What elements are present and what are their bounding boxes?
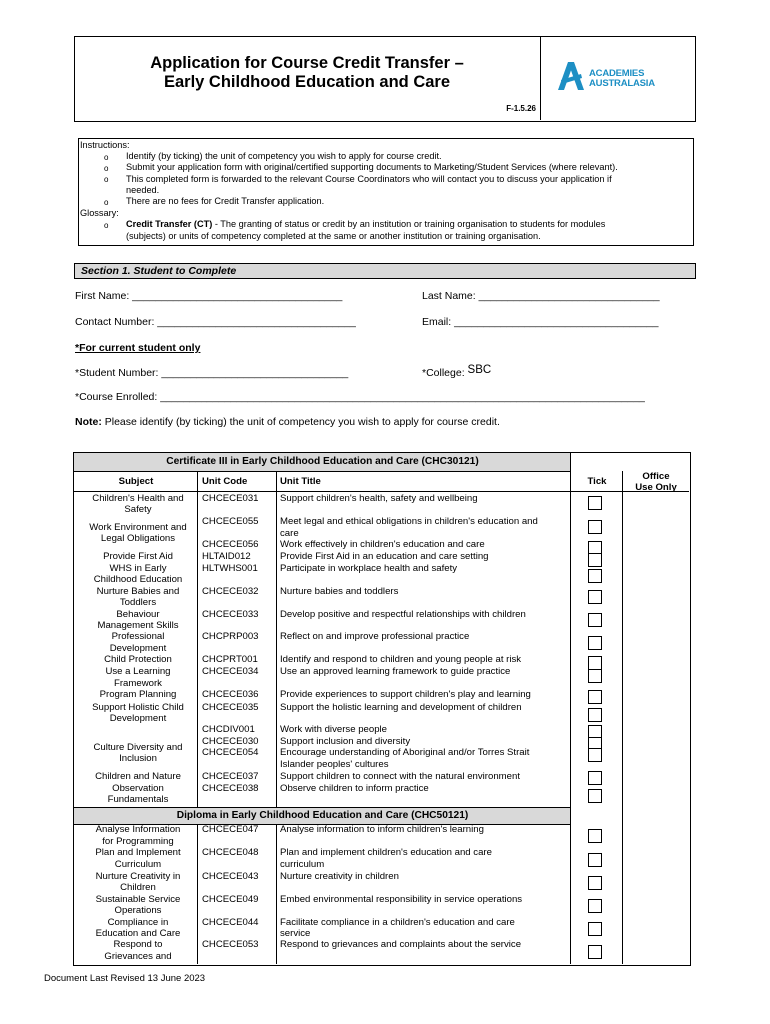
unit-title-cell: Embed environmental responsibility in service operations	[280, 894, 523, 905]
subject-cell: Framework	[114, 678, 162, 689]
bullet-icon: o	[104, 164, 109, 173]
header-divider	[540, 36, 541, 120]
unit-title-cell: Develop positive and respectful relationships with children	[280, 609, 526, 620]
unit-code-cell: CHCDIV001	[202, 724, 255, 735]
subject-cell: Operations	[114, 905, 162, 916]
tick-checkbox[interactable]	[588, 789, 602, 803]
unit-code-cell: CHCECE038	[202, 783, 259, 794]
logo-mark-icon	[556, 58, 586, 92]
logo-text: ACADEMIES AUSTRALASIA	[589, 68, 655, 89]
unit-code-cell: CHCECE049	[202, 894, 259, 905]
instruction-item: This completed form is forwarded to the relevant Course Coordinators who will contact you to discuss your application if	[126, 174, 612, 184]
subject-cell: Curriculum	[114, 859, 162, 870]
tick-checkbox[interactable]	[588, 636, 602, 650]
tick-checkbox[interactable]	[588, 922, 602, 936]
subject-cell: Fundamentals	[107, 794, 169, 805]
unit-code-cell: CHCECE032	[202, 586, 259, 597]
subject-cell: Development	[109, 713, 167, 724]
unit-title-cell: curriculum	[280, 859, 325, 870]
glossary-heading: Glossary:	[80, 208, 119, 218]
unit-code-cell: CHCECE056	[202, 539, 259, 550]
subject-cell: Development	[109, 643, 167, 654]
tick-checkbox[interactable]	[588, 656, 602, 670]
subject-cell: Respond to	[113, 939, 163, 950]
unit-code-cell: CHCPRT001	[202, 654, 258, 665]
unit-title-cell: Islander peoples' cultures	[280, 759, 389, 770]
subject-cell: Child Protection	[104, 654, 172, 665]
title-line-2: Early Childhood Education and Care	[163, 73, 451, 91]
footer-revised-date: Document Last Revised 13 June 2023	[44, 973, 206, 984]
subject-cell: Inclusion	[119, 753, 157, 764]
subject-cell: Compliance in	[107, 917, 169, 928]
subject-cell: Nurture Babies and	[96, 586, 180, 597]
subject-cell: Management Skills	[97, 620, 179, 631]
subject-cell: Analyse Information	[95, 824, 181, 835]
email-field[interactable]: Email: ___________________________________	[422, 316, 659, 328]
tick-checkbox[interactable]	[588, 899, 602, 913]
unit-title-cell: Work effectively in children's education and care	[280, 539, 485, 550]
glossary-definition: - The granting of status or credit by an institution or training organisation to students for modules	[212, 219, 606, 229]
note: Note: Please identify (by ticking) the unit of competency you wish to apply for course credit.	[75, 416, 500, 428]
tick-checkbox[interactable]	[588, 708, 602, 722]
college-label: *College:	[422, 367, 465, 379]
form-code: F-1.5.26	[506, 104, 536, 113]
tick-checkbox[interactable]	[588, 771, 602, 785]
unit-code-cell: CHCECE055	[202, 516, 259, 527]
last-name-field[interactable]: Last Name: _______________________________	[422, 290, 660, 302]
bullet-icon: o	[104, 198, 109, 207]
unit-code-cell: HLTAID012	[202, 551, 251, 562]
subject-cell: Sustainable Service	[95, 894, 181, 905]
subject-cell: Childhood Education	[93, 574, 183, 585]
unit-title-cell: Observe children to inform practice	[280, 783, 429, 794]
subject-cell: Professional	[111, 631, 165, 642]
unit-title-cell: Participate in workplace health and safety	[280, 563, 458, 574]
unit-title-cell: Nurture creativity in children	[280, 871, 399, 882]
unit-code-cell: CHCECE053	[202, 939, 259, 950]
unit-code-cell: CHCECE031	[202, 493, 259, 504]
tick-checkbox[interactable]	[588, 569, 602, 583]
unit-code-cell: CHCECE043	[202, 871, 259, 882]
col-unit-code: Unit Code	[202, 476, 248, 487]
unit-code-cell: CHCECE034	[202, 666, 259, 677]
subject-cell: Program Planning	[99, 689, 177, 700]
unit-code-cell: CHCECE047	[202, 824, 259, 835]
unit-title-cell: Facilitate compliance in a children's education and care	[280, 917, 515, 928]
unit-title-cell: Plan and implement children's education and care	[280, 847, 492, 858]
subject-cell: Toddlers	[119, 597, 157, 608]
subject-cell: Children	[120, 882, 156, 893]
tick-checkbox[interactable]	[588, 496, 602, 510]
tick-checkbox[interactable]	[588, 553, 602, 567]
unit-title-cell: care	[280, 528, 299, 539]
unit-title-cell: Support children to connect with the natural environment	[280, 771, 520, 782]
bullet-icon: o	[104, 153, 109, 162]
section-1-title: Section 1. Student to Complete	[81, 265, 237, 277]
unit-title-cell: Encourage understanding of Aboriginal and/or Torres Strait	[280, 747, 530, 758]
course-enrolled-field[interactable]: *Course Enrolled: ___________________________________________________________________________________	[75, 391, 645, 403]
unit-title-cell: Work with diverse people	[280, 724, 388, 735]
subject-cell: Culture Diversity and	[93, 742, 183, 753]
section-1-header	[74, 263, 696, 279]
instruction-item: There are no fees for Credit Transfer application.	[126, 196, 325, 206]
tick-checkbox[interactable]	[588, 853, 602, 867]
unit-title-cell: Support the holistic learning and development of children	[280, 702, 522, 713]
diploma-title: Diploma in Early Childhood Education and Care (CHC50121)	[176, 810, 469, 821]
unit-code-cell: CHCECE044	[202, 917, 259, 928]
unit-title-cell: Meet legal and ethical obligations in children's education and	[280, 516, 538, 527]
cert-title: Certificate III in Early Childhood Education and Care (CHC30121)	[166, 456, 479, 467]
unit-code-cell: CHCECE033	[202, 609, 259, 620]
glossary-item	[126, 219, 690, 230]
subject-cell: Grievances and	[104, 951, 172, 962]
unit-code-cell: CHCECE030	[202, 736, 259, 747]
tick-checkbox[interactable]	[588, 613, 602, 627]
col-unit-title: Unit Title	[280, 476, 321, 487]
unit-code-cell: CHCECE048	[202, 847, 259, 858]
first-name-field[interactable]: First Name: ____________________________________	[75, 290, 343, 302]
subject-cell: Children and Nature	[95, 771, 181, 782]
unit-title-cell: Provide First Aid in an education and care setting	[280, 551, 489, 562]
unit-code-cell: CHCECE036	[202, 689, 259, 700]
tick-checkbox[interactable]	[588, 669, 602, 683]
subject-cell: Education and Care	[95, 928, 181, 939]
page-title	[74, 54, 540, 92]
unit-code-cell: CHCECE054	[202, 747, 259, 758]
unit-code-cell: CHCPRP003	[202, 631, 259, 642]
tick-checkbox[interactable]	[588, 945, 602, 959]
unit-title-cell: service	[280, 928, 311, 939]
unit-code-cell: CHCECE035	[202, 702, 259, 713]
unit-title-cell: Support children's health, safety and wellbeing	[280, 493, 478, 504]
instruction-item: Submit your application form with original/certified supporting documents to Marketing/Student Services (where relevant).	[126, 162, 618, 172]
tick-checkbox[interactable]	[588, 876, 602, 890]
unit-title-cell: Provide experiences to support children's play and learning	[280, 689, 531, 700]
glossary-item-cont: (subjects) or units of competency completed at the same or another institution or training organisation.	[126, 231, 541, 241]
subject-cell: Observation	[112, 783, 164, 794]
subject-cell: Nurture Creativity in	[95, 871, 181, 882]
unit-code-cell: CHCECE037	[202, 771, 259, 782]
col-subject: Subject	[118, 476, 154, 487]
instruction-item-cont: needed.	[126, 185, 160, 195]
tick-checkbox[interactable]	[588, 590, 602, 604]
tick-checkbox[interactable]	[588, 690, 602, 704]
subject-cell: Behaviour	[116, 609, 160, 620]
unit-title-cell: Reflect on and improve professional practice	[280, 631, 470, 642]
instructions-heading: Instructions:	[80, 140, 130, 150]
college-value: SBC	[467, 364, 492, 376]
unit-title-cell: Analyse information to inform children's learning	[280, 824, 484, 835]
subject-cell: Work Environment and	[89, 522, 187, 533]
contact-number-field[interactable]: Contact Number: __________________________________	[75, 316, 356, 328]
subject-cell: Children's Health and	[92, 493, 184, 504]
unit-code-cell: HLTWHS001	[202, 563, 258, 574]
student-number-field[interactable]: *Student Number: ________________________________	[75, 367, 349, 379]
col-tick: Tick	[587, 476, 607, 487]
unit-title-cell: Use an approved learning framework to guide practice	[280, 666, 511, 677]
tick-checkbox[interactable]	[588, 829, 602, 843]
academies-australasia-logo	[556, 58, 676, 92]
subject-cell: Plan and Implement	[95, 847, 181, 858]
unit-title-cell: Identify and respond to children and young people at risk	[280, 654, 522, 665]
title-line-1: Application for Course Credit Transfer –	[150, 54, 464, 72]
unit-title-cell: Support inclusion and diversity	[280, 736, 411, 747]
college-field[interactable]	[422, 364, 492, 379]
bullet-icon: o	[104, 221, 109, 230]
subject-cell: for Programming	[102, 836, 174, 847]
subject-cell: Support Holistic Child	[92, 702, 184, 713]
tick-checkbox[interactable]	[588, 748, 602, 762]
subject-cell: WHS in Early	[109, 563, 167, 574]
current-student-heading: *For current student only	[75, 342, 201, 354]
unit-title-cell: Respond to grievances and complaints about the service	[280, 939, 522, 950]
subject-cell: Use a Learning	[105, 666, 171, 677]
glossary-term: Credit Transfer (CT)	[126, 219, 213, 229]
unit-title-cell: Nurture babies and toddlers	[280, 586, 399, 597]
instruction-item: Identify (by ticking) the unit of competency you wish to apply for course credit.	[126, 151, 442, 161]
bullet-icon: o	[104, 175, 109, 184]
col-office-use: Office Use Only	[635, 471, 677, 493]
subject-cell: Provide First Aid	[103, 551, 173, 562]
subject-cell: Legal Obligations	[100, 533, 176, 544]
tick-checkbox[interactable]	[588, 520, 602, 534]
subject-cell: Safety	[124, 504, 152, 515]
